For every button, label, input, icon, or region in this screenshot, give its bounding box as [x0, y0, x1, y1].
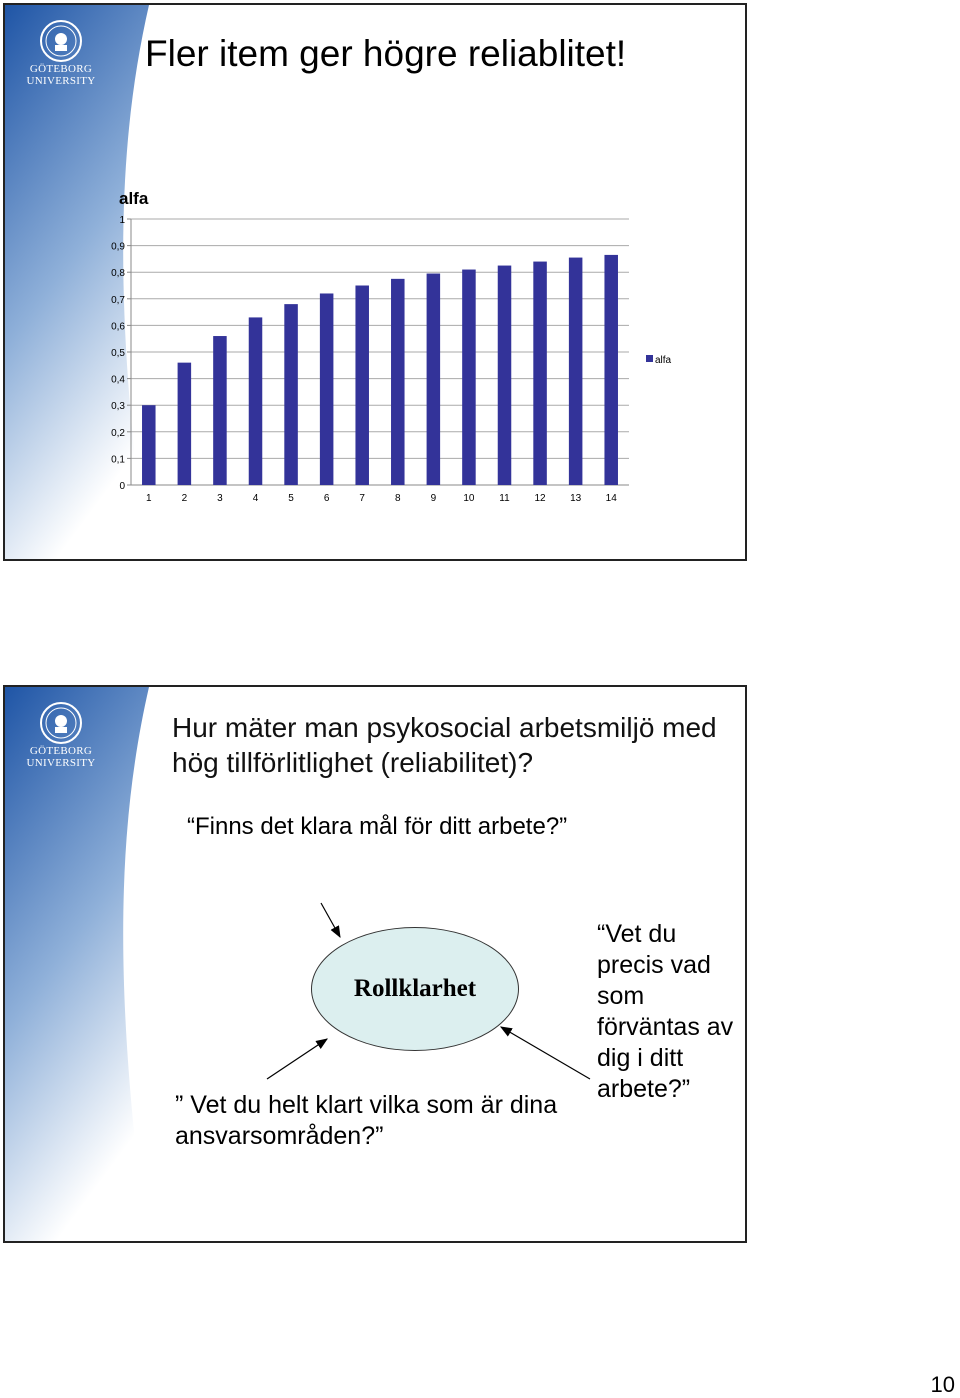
bar	[355, 286, 369, 486]
bar	[498, 266, 512, 485]
x-tick-label: 5	[288, 493, 294, 504]
y-tick-label: 0,1	[111, 454, 125, 466]
logo-text-line-1: GÖTEBORG	[29, 63, 93, 75]
slide-2	[3, 685, 747, 1243]
x-tick-label: 11	[499, 493, 510, 504]
x-tick-label: 1	[146, 493, 152, 504]
bar	[391, 279, 405, 485]
logo-text-line-1: GÖTEBORG	[29, 745, 93, 757]
x-tick-label: 3	[217, 493, 223, 504]
question-main: “Finns det klara mål för ditt arbete?”	[187, 813, 568, 840]
slide-1	[3, 3, 747, 561]
chart-title: alfa	[119, 189, 149, 208]
rollklarhet-ellipse	[311, 927, 519, 1051]
bar	[142, 405, 156, 485]
bar	[427, 274, 441, 485]
x-tick-label: 8	[395, 493, 401, 504]
x-tick-label: 7	[359, 493, 365, 504]
y-tick-label: 0,3	[111, 401, 125, 413]
legend-swatch	[646, 355, 653, 362]
logo-text-line-2: UNIVERSITY	[26, 75, 96, 87]
y-tick-label: 0,6	[111, 321, 125, 333]
bar	[569, 258, 583, 485]
logo-text-line-2: UNIVERSITY	[26, 757, 96, 769]
bar	[213, 336, 227, 485]
x-tick-label: 10	[463, 493, 475, 504]
arrow-from-right-question	[501, 1027, 590, 1079]
x-tick-label: 4	[252, 493, 259, 504]
slide-heading: Hur mäter man psykosocial arbetsmiljö med hög tillförlitlighet (reliabilitet)?	[172, 712, 717, 778]
y-tick-label: 0,2	[111, 427, 125, 439]
bar	[320, 293, 334, 485]
y-tick-label: 0	[119, 481, 125, 492]
arrow-from-bottom-question	[267, 1039, 327, 1079]
y-tick-label: 0,5	[111, 348, 125, 359]
arrow-from-top	[321, 903, 340, 937]
y-tick-label: 0,7	[111, 294, 125, 306]
bar	[604, 255, 618, 485]
x-tick-label: 6	[323, 493, 330, 504]
ellipse-label: Rollklarhet	[353, 975, 477, 1002]
y-tick-label: 1	[119, 215, 125, 226]
bar	[533, 262, 547, 485]
y-tick-label: 0,8	[111, 268, 125, 280]
x-tick-label: 12	[534, 493, 546, 504]
x-tick-label: 13	[570, 493, 582, 504]
alfa-bar-chart	[5, 5, 745, 561]
question-right: “Vet du precis vad som förväntas av dig i ditt arbete?”	[597, 920, 734, 1103]
legend-label: alfa	[655, 355, 672, 366]
bar	[284, 304, 298, 485]
y-tick-label: 0,4	[111, 374, 125, 386]
bar	[249, 317, 263, 485]
bar	[462, 270, 476, 485]
x-tick-label: 14	[605, 493, 617, 504]
question-bottom: ” Vet du helt klart vilka som är dina ansvarsområden?”	[175, 1091, 558, 1150]
y-tick-label: 0,9	[111, 241, 125, 253]
bar	[178, 363, 192, 485]
page-number: 10	[930, 1372, 955, 1397]
x-tick-label: 9	[430, 493, 437, 504]
slide-title: Fler item ger högre reliablitet!	[145, 33, 627, 74]
x-tick-label: 2	[181, 493, 188, 504]
